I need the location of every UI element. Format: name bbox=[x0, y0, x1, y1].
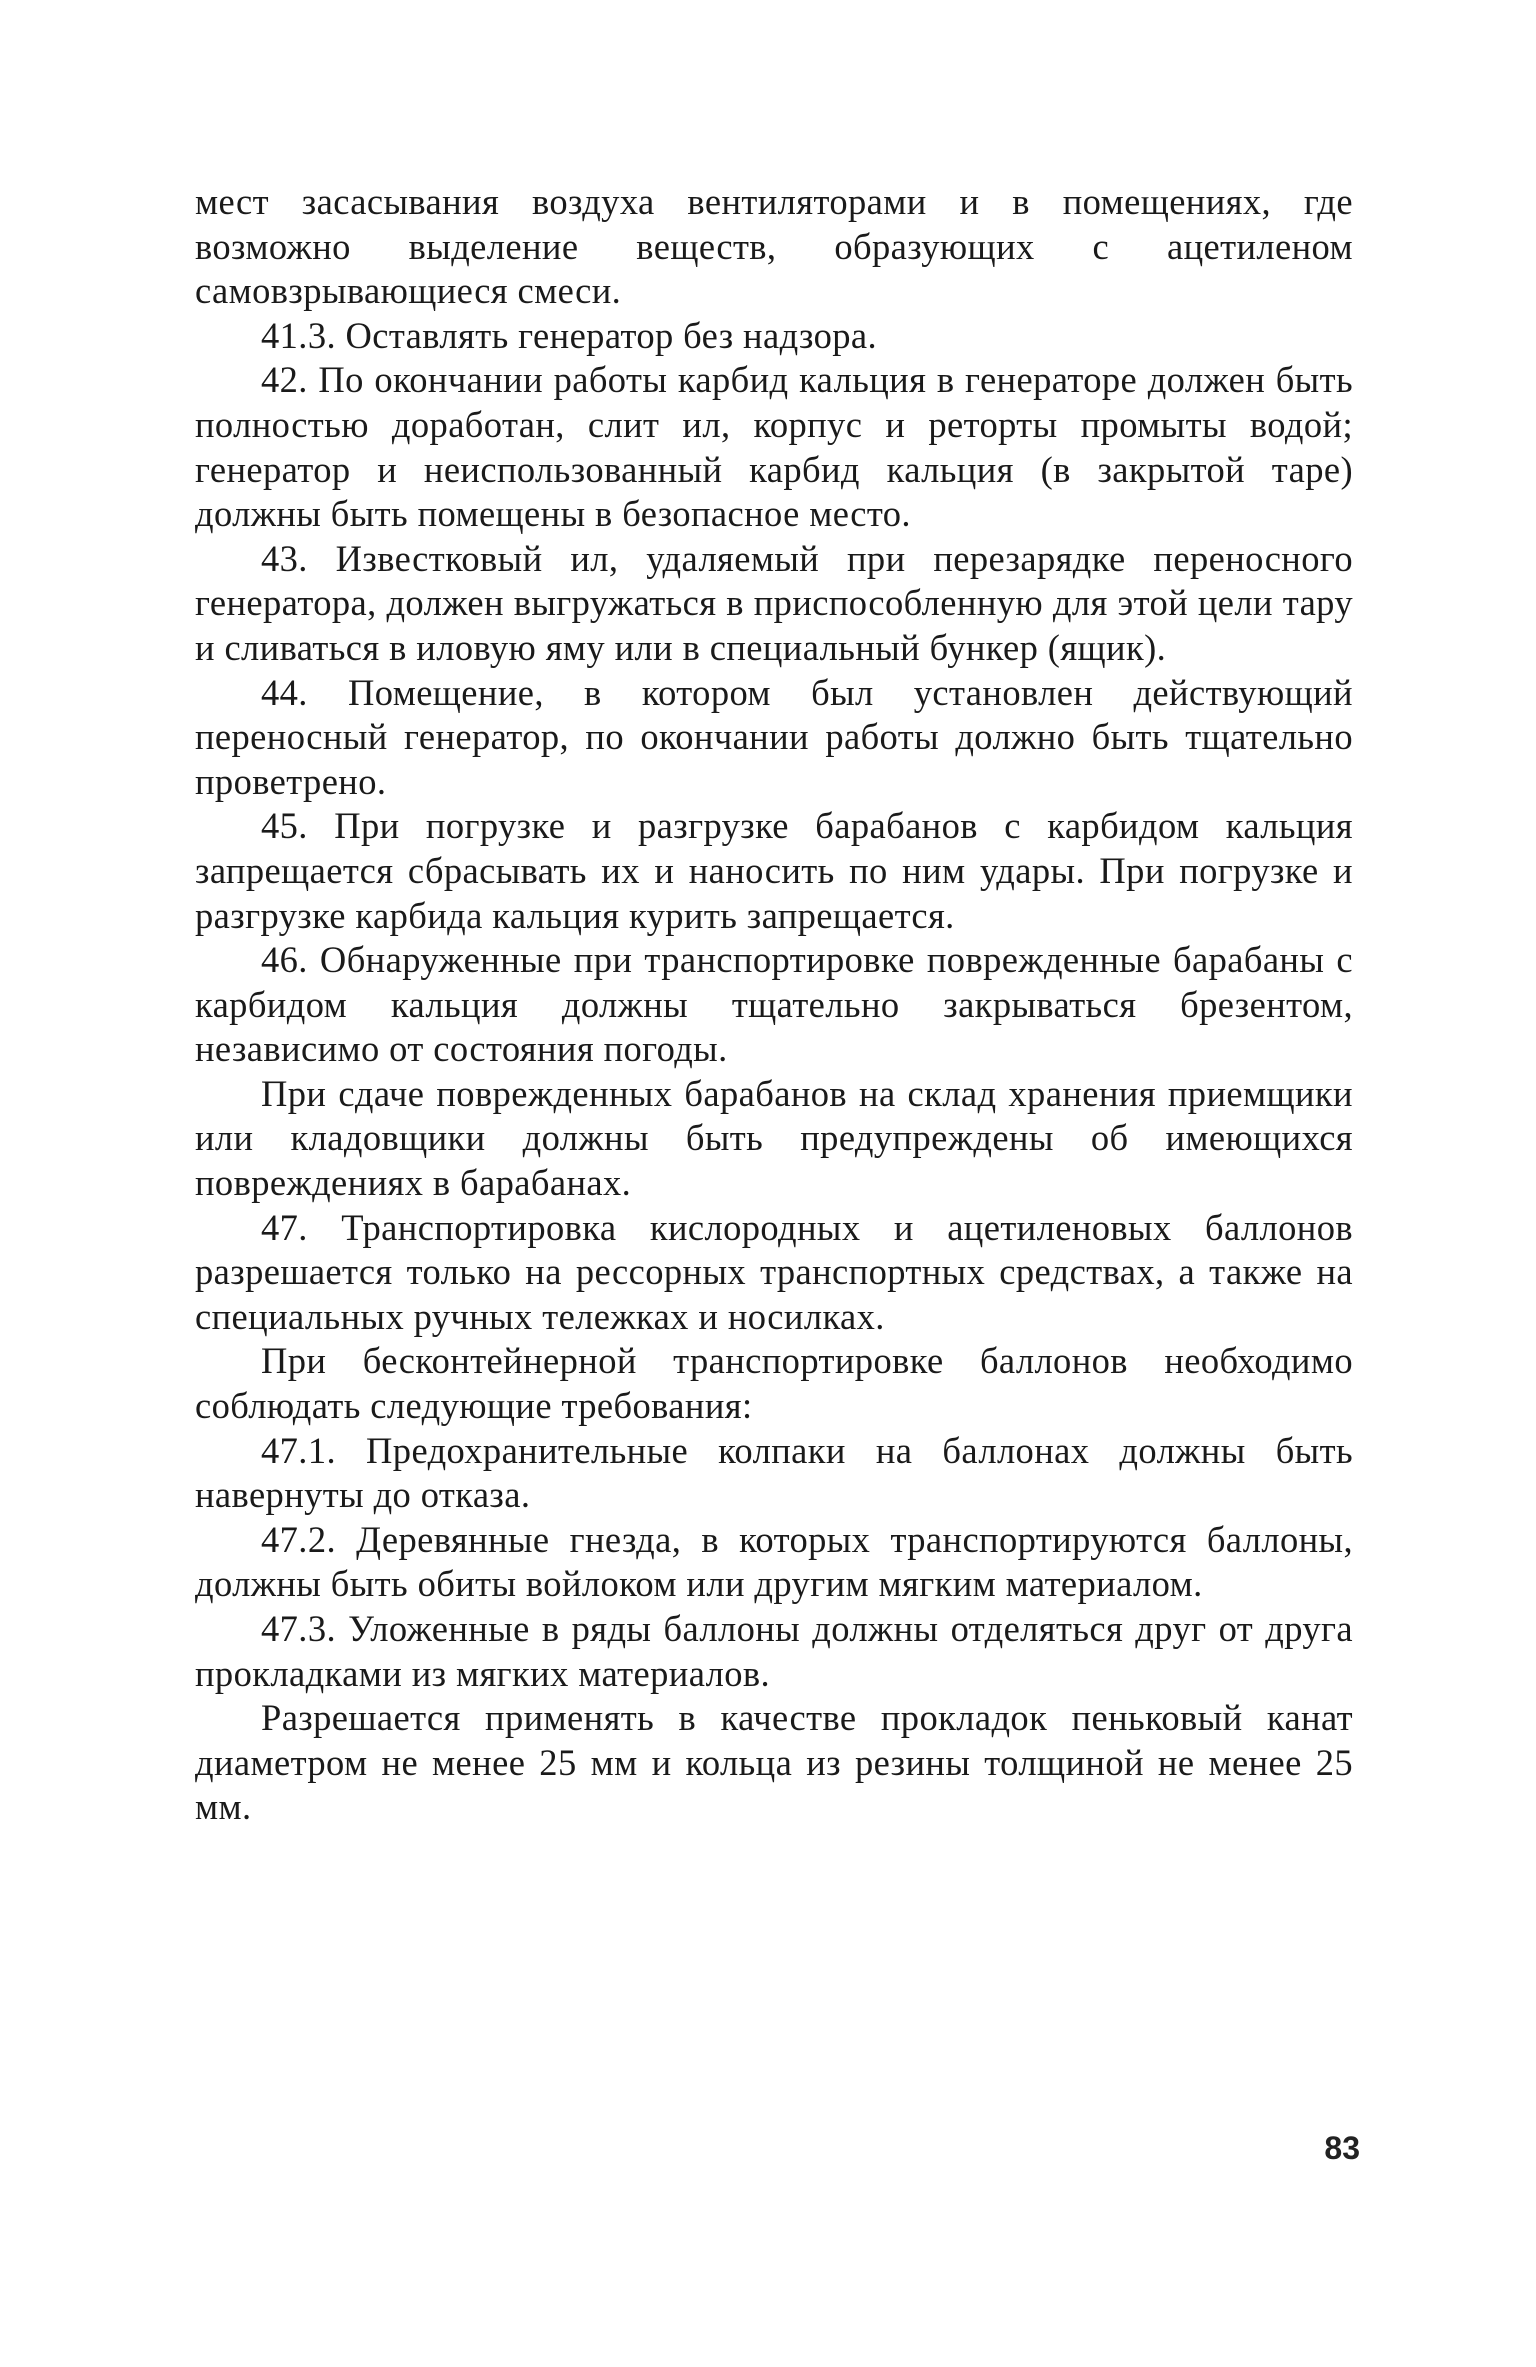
body-text bbox=[195, 180, 1353, 1830]
paragraph-47-intro: При бесконтейнерной транспортировке баллонов необходимо соблюдать следующие требования: bbox=[195, 1340, 1353, 1427]
paragraph-47-3: 47.3. Уложенные в ряды баллоны должны отделяться друг от друга прокладками из мягких материалов. bbox=[195, 1608, 1353, 1694]
paragraph-47-1: 47.1. Предохранительные колпаки на баллонах должны быть навернуты до отказа. bbox=[195, 1429, 1353, 1516]
paragraph-44: 44. Помещение, в котором был установлен действующий переносный генератор, по окончании работы должно быть тщательно проветрено. bbox=[195, 671, 1353, 802]
paragraph-continuation: мест засасывания воздуха вентиляторами и в помещениях, где возможно выделение веществ, образующих с ацетиленом самовзрывающиеся смеси. bbox=[195, 181, 1353, 312]
paragraph-46: 46. Обнаруженные при транспортировке поврежденные барабаны с карбидом кальция должны тщательно закрываться брезентом, независимо от состояния погоды. bbox=[195, 939, 1353, 1070]
paragraph-47: 47. Транспортировка кислородных и ацетиленовых баллонов разрешается только на рессорных транспортных средствах, а также на специальных ручных тележках и носилках. bbox=[195, 1206, 1353, 1337]
paragraph-45: 45. При погрузке и разгрузке барабанов с карбидом кальция запрещается сбрасывать их и наносить по ним удары. При погрузке и разгрузке карбида кальция курить запрещается. bbox=[195, 805, 1353, 936]
page-number: 83 bbox=[1324, 2130, 1360, 2166]
paragraph-43: 43. Известковый ил, удаляемый при перезарядке переносного генератора, должен выгружаться в приспособленную для этой цели тару и сливаться в иловую яму или в специальный бункер (ящик). bbox=[195, 537, 1353, 668]
paragraph-42: 42. По окончании работы карбид кальция в генераторе должен быть полностью доработан, слит ил, корпус и реторты промыты водой; генератор и неиспользованный карбид кальция (в закрытой таре) должны быть помещены в безопасное место. bbox=[195, 359, 1353, 535]
paragraph-47-2: 47.2. Деревянные гнезда, в которых транспортируются баллоны, должны быть обиты войлоком или другим мягким материалом. bbox=[195, 1518, 1353, 1605]
paragraph-41-3: 41.3. Оставлять генератор без надзора. bbox=[261, 314, 878, 356]
paragraph-47-3-note: Разрешается применять в качестве прокладок пеньковый канат диаметром не менее 25 мм и кольца из резины толщиной не менее 25 мм. bbox=[195, 1697, 1353, 1828]
paragraph-46-note: При сдаче поврежденных барабанов на склад хранения приемщики или кладовщики должны быть предупреждены об имеющихся повреждениях в барабанах. bbox=[195, 1072, 1353, 1204]
